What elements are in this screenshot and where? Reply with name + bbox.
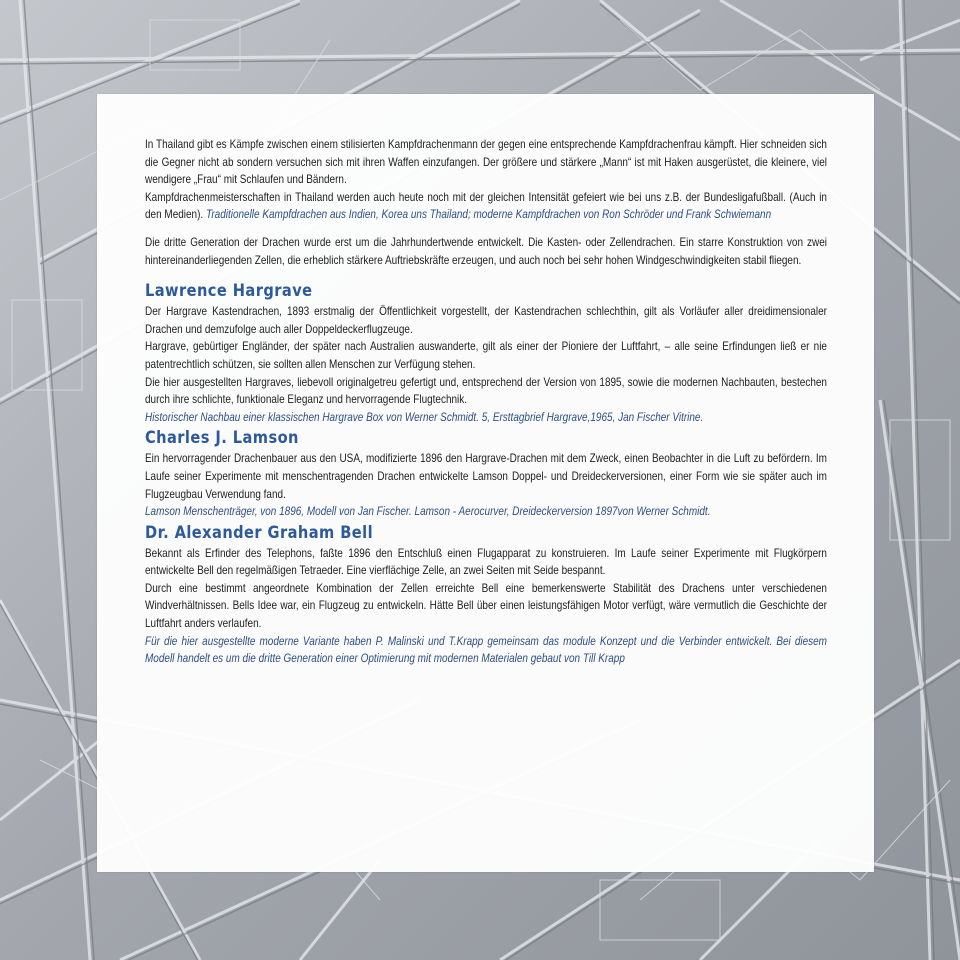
intro-paragraph-1: In Thailand gibt es Kämpfe zwischen einem stilisierten Kampfdrachenmann der gegen eine entsprechende Kampfdrachenfrau kämpft. Hier schneiden sich die Gegner nicht ab sondern versuchen sich mit ihren Waffen einzufangen. Der größere und stärkere „Mann“ ist mit Haken ausgerüstet, die kleinere, viel wendigere „Frau“ mit Schlaufen und Bändern. xyxy=(145,138,827,187)
intro-paragraph-3: Die dritte Generation der Drachen wurde erst um die Jahrhundertwende entwickelt. Die Kasten- oder Zellendrachen. Ein starre Konstruktion von zwei hintereinanderliegenden Zellen, die erheblich stärkere Auftriebskräfte erzeugen, und auch noch bei sehr hohen Windgeschwindigkeiten stabil fliegen. xyxy=(145,235,827,267)
hargrave-paragraph-2: Hargrave, gebürtiger Engländer, der später nach Australien auswanderte, gilt als einer der Pioniere der Luftfahrt, – alle seine Erfindungen ließ er nie patentrechtlich schützen, sie sollten allen Menschen zur Verfügung stehen. xyxy=(145,340,827,371)
hargrave-caption: Historischer Nachbau einer klassischen Hargrave Box von Werner Schmidt. 5, Ersttagbrief Hargrave,1965, Jan Fischer Vitrine. xyxy=(145,410,704,424)
intro-caption: Traditionelle Kampfdrachen aus Indien, Korea uns Thailand; moderne Kampfdrachen von Ron Schröder und Frank Schwiemann xyxy=(205,208,772,222)
intro-paragraph-2-text: Kampfdrachenmeisterschaften in Thailand werden auch heute noch mit der gleichen Intensität gefeiert wie bei uns z.B. der Bundesligafußball. (Auch in den Medien). xyxy=(145,190,827,222)
lamson-caption: Lamson Menschenträger, von 1896, Modell von Jan Fischer. Lamson - Aerocurver, Dreideckerversion 1897von Werner Schmidt. xyxy=(145,505,711,519)
intro-paragraph-2 xyxy=(145,189,827,224)
heading-lamson: Charles J. Lamson xyxy=(145,428,299,449)
heading-hargrave: Lawrence Hargrave xyxy=(145,281,313,302)
bell-paragraph-1: Bekannt als Erfinder des Telephons, faßte 1896 den Entschluß einen Flugapparat zu konstruieren. Im Laufe seiner Experimente mit Flugkörpern entwickelte Bell den regelmäßigen Tetraeder. Eine vierflächige Zelle, an zwei Seiten mit Seide bespannt. xyxy=(145,546,827,578)
hargrave-paragraph-1: Der Hargrave Kastendrachen, 1893 erstmalig der Öffentlichkeit vorgestellt, der Kastendrachen schlechthin, gilt als Vorläufer aller dreidimensionaler Drachen und demzufolge auch aller Doppeldeckerflugzeuge. xyxy=(145,305,827,336)
bell-caption: Für die hier ausgestellte moderne Variante haben P. Malinski und T.Krapp gemeinsam das module Konzept und die Verbinder entwickelt. Bei diesem Modell handelt es um die dritte Generation einer Optimierung mit modernen Materialen gebaut von Till Krapp xyxy=(145,634,827,666)
article-content xyxy=(145,136,827,668)
heading-bell: Dr. Alexander Graham Bell xyxy=(145,522,374,543)
bell-paragraph-2: Durch eine bestimmt angeordnete Kombination der Zellen erreichte Bell eine bemerkenswerte Stabilität des Drachens unter verschiedenen Windverhältnissen. Bells Idee war, ein Flugzeug zu entwickeln. Hätte Bell über einen leistungsfähigen Motor verfügt, wäre vermutlich die Geschichte der Luftfahrt anders verlaufen. xyxy=(145,581,827,631)
hargrave-paragraph-3: Die hier ausgestellten Hargraves, liebevoll originalgetreu gefertigt und, entsprechend der Version von 1895, sowie die modernen Nachbauten, bestechen durch ihre schlichte, funktionale Eleganz und hervorragende Flugtechnik. xyxy=(145,375,827,407)
lamson-paragraph-1: Ein hervorragender Drachenbauer aus den USA, modifizierte 1896 den Hargrave-Drachen mit dem Zweck, einen Beobachter in die Luft zu befördern. Im Laufe seiner Experimente mit menschentragenden Drachen entwickelte Lamson Doppel- und Dreideckerversionen, einer Form wie sie später auch im Flugzeugbau Verwendung fand. xyxy=(145,452,827,501)
